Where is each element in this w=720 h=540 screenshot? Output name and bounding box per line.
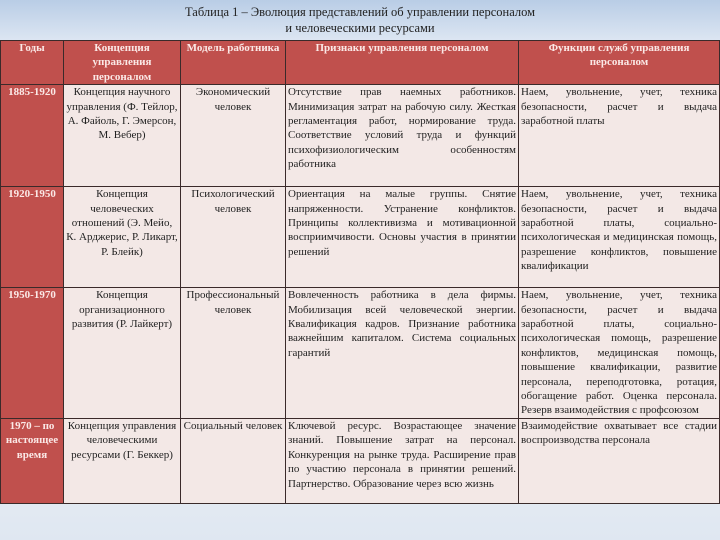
years-cell: 1885-1920 xyxy=(1,85,64,187)
years-cell: 1920-1950 xyxy=(1,187,64,288)
header-row xyxy=(1,41,720,85)
table-caption xyxy=(0,4,720,36)
years-cell: 1970 – по настоящее время xyxy=(1,418,64,503)
table-row xyxy=(1,85,720,187)
caption-line-1: Таблица 1 – Эволюция представлений об управлении персоналом xyxy=(184,5,536,19)
concept-cell: Концепция управления человеческими ресурсами (Г. Беккер) xyxy=(64,418,181,503)
table-row xyxy=(1,288,720,419)
features-cell: Вовлеченность работника в дела фирмы. Мобилизация всей человеческой энергии. Квалификация кадров. Признание работника важнейшим капиталом. Система социальных гарантий xyxy=(286,288,519,419)
functions-cell: Наем, увольнение, учет, техника безопасности, расчет и выдача заработной платы, социально-психологическая и медицинская помощь, разрешение конфликтов, повышение квалификации xyxy=(519,187,720,288)
features-cell: Ключевой ресурс. Возрастающее значение знаний. Повышение затрат на персонал. Конкуренция на рынке труда. Расширение прав по участию персонала в принятии решений. Партнерство. Образование через всю жизнь xyxy=(286,418,519,503)
model-cell: Профессиональный человек xyxy=(181,288,286,419)
concept-cell: Концепция организационного развития (Р. Лайкерт) xyxy=(64,288,181,419)
caption-line-2: и человеческими ресурсами xyxy=(285,21,435,35)
header-functions: Функции служб управления персоналом xyxy=(519,41,720,85)
concept-cell: Концепция научного управления (Ф. Тейлор, А. Файоль, Г. Эмерсон, М. Вебер) xyxy=(64,85,181,187)
features-cell: Ориентация на малые группы. Снятие напряженности. Устранение конфликтов. Принципы коллективизма и мотивационной восприимчивости. Основы участия в принятии решений xyxy=(286,187,519,288)
model-cell: Психологический человек xyxy=(181,187,286,288)
features-cell: Отсутствие прав наемных работников. Минимизация затрат на рабочую силу. Жесткая регламентация работ, нормирование труда. Соответствие условий труда и функций психофизиологическим особенностям работника xyxy=(286,85,519,187)
evolution-table xyxy=(0,40,720,504)
model-cell: Экономический человек xyxy=(181,85,286,187)
functions-cell: Взаимодействие охватывает все стадии воспроизводства персонала xyxy=(519,418,720,503)
header-years: Годы xyxy=(1,41,64,85)
table-row xyxy=(1,187,720,288)
header-model: Модель работника xyxy=(181,41,286,85)
header-concept: Концепция управления персоналом xyxy=(64,41,181,85)
years-cell: 1950-1970 xyxy=(1,288,64,419)
functions-cell: Наем, увольнение, учет, техника безопасности, расчет и выдача заработной платы, социально-психологическая помощь, разрешение конфликтов, медицинская помощь, повышение квалификации, развитие персонала, переподготовка, ротация, обогащение работ. Оценка персонала. Резерв взаимодействия с профсоюзом xyxy=(519,288,720,419)
concept-cell: Концепция человеческих отношений (Э. Мейо, К. Арджерис, Р. Ликарт, Р. Блейк) xyxy=(64,187,181,288)
table-row xyxy=(1,418,720,503)
header-features: Признаки управления персоналом xyxy=(286,41,519,85)
model-cell: Социальный человек xyxy=(181,418,286,503)
functions-cell: Наем, увольнение, учет, техника безопасности, расчет и выдача заработной платы xyxy=(519,85,720,187)
